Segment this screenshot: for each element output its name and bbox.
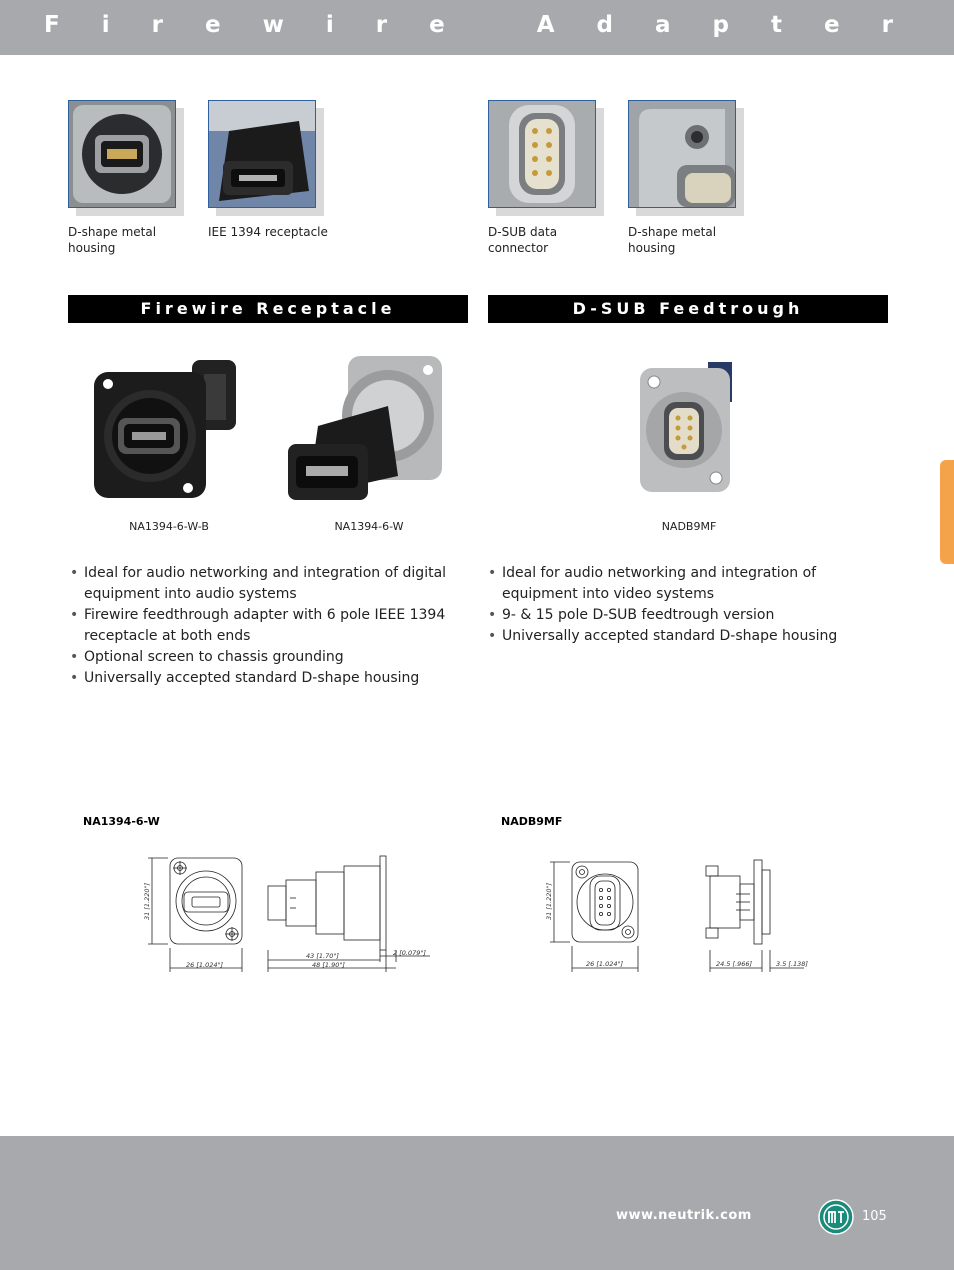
dim-depth1: 43 [1.70"] <box>306 952 339 960</box>
dim-height: 31 [1.220"] <box>545 882 553 920</box>
caption-line: housing <box>68 241 116 255</box>
dim-width: 26 [1.024"] <box>586 960 624 968</box>
product-image-nadb9mf <box>638 360 736 498</box>
product-label: NA1394-6-W-B <box>129 520 209 533</box>
thumbnail-dsub-connector <box>488 100 596 208</box>
dim-width: 26 [1.024"] <box>186 961 224 969</box>
thumbnail-caption <box>68 224 188 256</box>
feature-item: • Ideal for audio networking and integration of digital equipment into audio systems <box>68 563 468 605</box>
section-tab <box>940 460 954 564</box>
feature-item: • 9- & 15 pole D-SUB feedtrough version <box>486 605 886 626</box>
section-title-dsub-feedtrough: D-SUB Feedtrough <box>488 295 888 323</box>
caption-line: connector <box>488 241 549 255</box>
dim-depth2: 48 [1.90"] <box>312 961 345 969</box>
thumbnail-d-shape-housing-dsub <box>628 100 736 208</box>
product-image-na1394-6-w <box>288 356 444 506</box>
thumbnail-d-shape-housing <box>68 100 176 208</box>
feature-item: • Ideal for audio networking and integration of equipment into video systems <box>486 563 886 605</box>
product-label: NADB9MF <box>661 520 717 533</box>
caption-line: housing <box>628 241 676 255</box>
caption-line: D-shape metal <box>628 225 717 239</box>
thumbnail-caption <box>628 224 748 256</box>
caption-line: IEE 1394 receptacle <box>208 225 328 239</box>
dim-depth2: 3.5 [.138] <box>776 960 808 968</box>
caption-line: D-shape metal <box>68 225 157 239</box>
website-link[interactable]: www.neutrik.com <box>616 1208 752 1223</box>
thumbnail-caption <box>488 224 608 256</box>
dim-flange: 2 [0.079"] <box>393 949 426 957</box>
section-title-firewire-receptacle: Firewire Receptacle <box>68 295 468 323</box>
footer-band <box>0 1136 954 1270</box>
page-number: 105 <box>862 1209 887 1224</box>
technical-drawing-nadb9mf <box>540 850 820 979</box>
feature-item: • Firewire feedthrough adapter with 6 pole IEEE 1394 receptacle at both ends <box>68 605 468 647</box>
caption-line: D-SUB data <box>488 225 558 239</box>
feature-list-dsub <box>486 563 886 647</box>
drawing-label-na1394-6-w: NA1394-6-W <box>83 815 160 828</box>
feature-item: • Universally accepted standard D-shape housing <box>68 668 468 689</box>
product-image-na1394-6-w-b <box>92 354 242 504</box>
dim-depth1: 24.5 [.966] <box>716 960 753 968</box>
page-title: F i r e w i r e A d a p t e r <box>44 12 910 38</box>
thumbnail-caption <box>208 224 328 240</box>
feature-item: • Optional screen to chassis grounding <box>68 647 468 668</box>
technical-drawing-na1394-6-w <box>140 850 440 979</box>
thumbnail-ieee1394-receptacle <box>208 100 316 208</box>
feature-item: • Universally accepted standard D-shape housing <box>486 626 886 647</box>
neutrik-logo-icon <box>818 1199 854 1239</box>
product-label: NA1394-6-W <box>334 520 404 533</box>
feature-list-firewire <box>68 563 468 689</box>
drawing-label-nadb9mf: NADB9MF <box>501 815 563 828</box>
dim-height: 31 [1.220"] <box>143 882 151 920</box>
